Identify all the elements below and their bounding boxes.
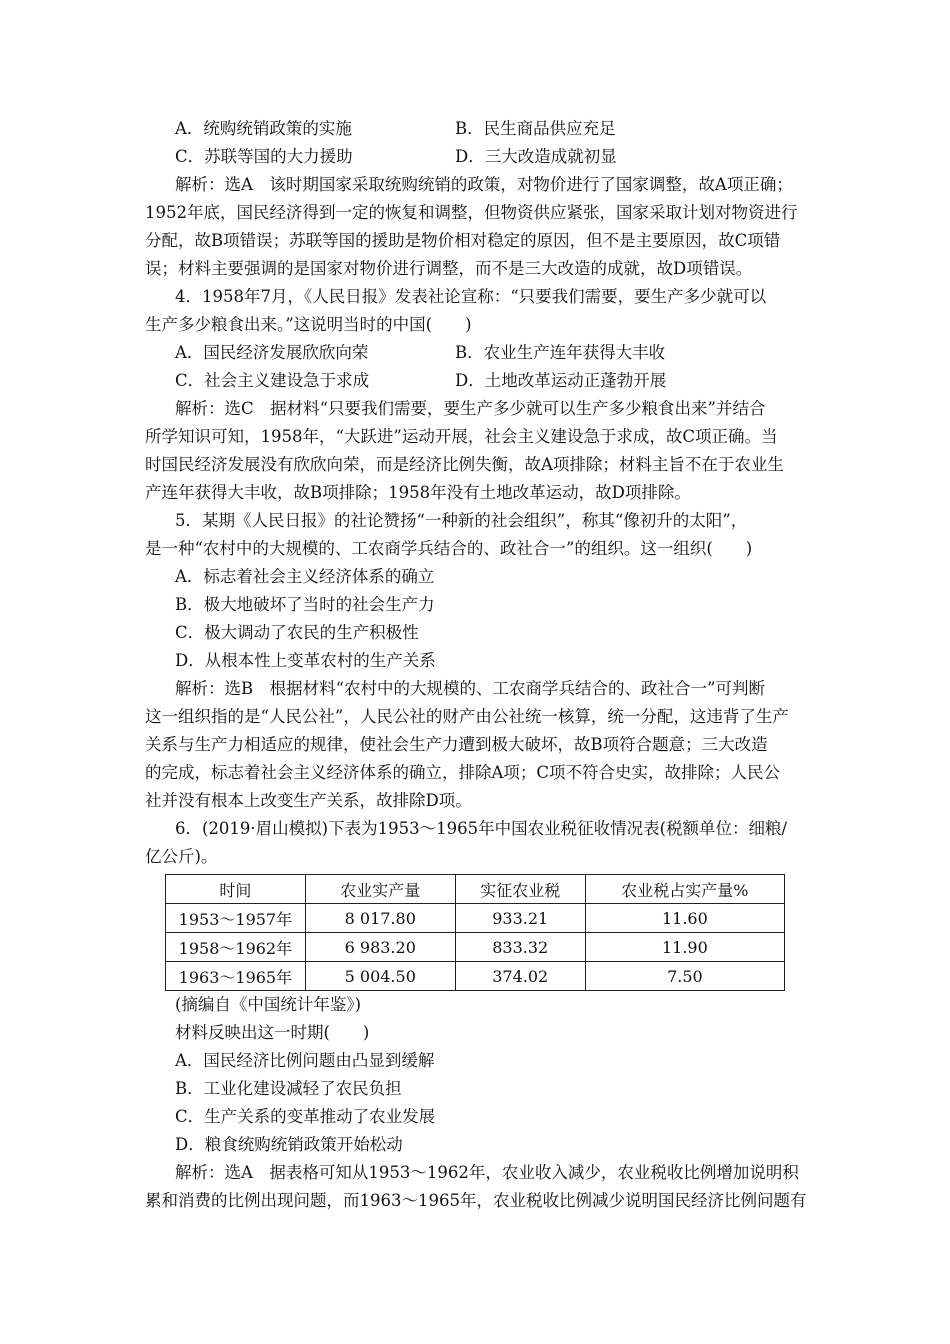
q3-option-d: D．三大改造成就初显 <box>455 147 617 166</box>
q5-analysis-line: 社并没有根本上改变生产关系，故排除D项。 <box>145 791 472 810</box>
q3-analysis-line: 分配，故B项错误；苏联等国的援助是物价相对稳定的原因，但不是主要原因，故C项错 <box>145 231 781 250</box>
q5-stem-line: 5．某期《人民日报》的社论赞扬“一种新的社会组织”，称其“像初升的太阳”， <box>175 511 748 530</box>
q5-option-c: C．极大调动了农民的生产积极性 <box>175 623 419 642</box>
table-header-cell: 农业实产量 <box>305 875 455 904</box>
table-header-cell: 时间 <box>166 875 306 904</box>
table-row <box>166 904 785 933</box>
q4-stem-line: 生产多少粮食出来。”这说明当时的中国( ) <box>145 315 472 334</box>
q5-option-d: D．从根本性上变革农村的生产关系 <box>175 651 436 670</box>
table-cell: 1963～1965年 <box>166 962 306 991</box>
q5-analysis-line: 解析：选B 根据材料“农村中的大规模的、工农商学兵结合的、政社合一”可判断 <box>175 679 765 698</box>
q4-analysis-line: 时国民经济发展没有欣欣向荣，而是经济比例失衡，故A项排除；材料主旨不在于农业生 <box>145 455 784 474</box>
q6-stem-line: 6．(2019·眉山模拟)下表为1953～1965年中国农业税征收情况表(税额单位：细粮/ <box>175 819 788 838</box>
q6-option-c: C．生产关系的变革推动了农业发展 <box>175 1107 436 1126</box>
q3-options-row-2 <box>145 143 805 171</box>
q4-option-b: B．农业生产连年获得大丰收 <box>455 343 666 362</box>
q3-option-a: A．统购统销政策的实施 <box>175 119 352 138</box>
q4-option-d: D．土地改革运动正蓬勃开展 <box>455 371 667 390</box>
q4-options-row-1 <box>145 339 805 367</box>
q4-options-row-2 <box>145 367 805 395</box>
q6-table-source: (摘编自《中国统计年鉴》) <box>175 995 362 1014</box>
agricultural-tax-table <box>165 874 785 991</box>
q6-option-d: D．粮食统购统销政策开始松动 <box>175 1135 403 1154</box>
table-cell: 5 004.50 <box>305 962 455 991</box>
table-cell: 11.90 <box>585 933 784 962</box>
q4-analysis-line: 所学知识可知，1958年，“大跃进”运动开展，社会主义建设急于求成，故C项正确。当 <box>145 427 778 446</box>
table-cell: 1953～1957年 <box>166 904 306 933</box>
table-row <box>166 962 785 991</box>
q6-option-a: A．国民经济比例问题由凸显到缓解 <box>175 1051 435 1070</box>
document-page <box>145 115 805 1215</box>
q4-stem-line: 4．1958年7月，《人民日报》发表社论宣称：“只要我们需要，要生产多少就可以 <box>175 287 767 306</box>
q3-analysis-line: 1952年底，国民经济得到一定的恢复和调整，但物资供应紧张，国家采取计划对物资进行 <box>145 203 798 222</box>
table-cell: 11.60 <box>585 904 784 933</box>
table-cell: 933.21 <box>455 904 585 933</box>
q4-analysis-line: 解析：选C 据材料“只要我们需要，要生产多少就可以生产多少粮食出来”并结合 <box>175 399 766 418</box>
q6-analysis-line: 累和消费的比例出现问题，而1963～1965年，农业税收比例减少说明国民经济比例问题有 <box>145 1191 807 1210</box>
q3-analysis-line: 误；材料主要强调的是国家对物价进行调整，而不是三大改造的成就，故D项错误。 <box>145 259 753 278</box>
q3-option-b: B．民生商品供应充足 <box>455 119 616 138</box>
q6-option-b: B．工业化建设减轻了农民负担 <box>175 1079 402 1098</box>
q3-options-row-1 <box>145 115 805 143</box>
q4-option-c: C．社会主义建设急于求成 <box>175 371 370 390</box>
table-cell: 833.32 <box>455 933 585 962</box>
table-cell: 6 983.20 <box>305 933 455 962</box>
q4-analysis-line: 产连年获得大丰收，故B项排除；1958年没有土地改革运动，故D项排除。 <box>145 483 691 502</box>
q5-analysis-line: 关系与生产力相适应的规律，使社会生产力遭到极大破坏，故B项符合题意；三大改造 <box>145 735 768 754</box>
table-cell: 374.02 <box>455 962 585 991</box>
table-cell: 1958～1962年 <box>166 933 306 962</box>
q3-analysis-line: 解析：选A 该时期国家采取统购统销的政策，对物价进行了国家调整，故A项正确； <box>175 175 793 194</box>
q6-stem-line: 亿公斤)。 <box>145 847 218 866</box>
q5-analysis-line: 这一组织指的是“人民公社”，人民公社的财产由公社统一核算，统一分配，这违背了生产 <box>145 707 789 726</box>
q4-option-a: A．国民经济发展欣欣向荣 <box>175 343 369 362</box>
table-header-cell: 实征农业税 <box>455 875 585 904</box>
q6-question: 材料反映出这一时期( ) <box>175 1023 370 1042</box>
q6-analysis-line: 解析：选A 据表格可知从1953～1962年，农业收入减少，农业税收比例增加说明积 <box>175 1163 799 1182</box>
q5-stem-line: 是一种“农村中的大规模的、工农商学兵结合的、政社合一”的组织。这一组织( ) <box>145 539 753 558</box>
q5-option-b: B．极大地破坏了当时的社会生产力 <box>175 595 435 614</box>
table-row <box>166 933 785 962</box>
table-header-cell: 农业税占实产量% <box>585 875 784 904</box>
table-cell: 8 017.80 <box>305 904 455 933</box>
q3-option-c: C．苏联等国的大力援助 <box>175 147 353 166</box>
table-header-row <box>166 875 785 904</box>
q5-analysis-line: 的完成，标志着社会主义经济体系的确立，排除A项；C项不符合史实，故排除；人民公 <box>145 763 781 782</box>
table-cell: 7.50 <box>585 962 784 991</box>
q5-option-a: A．标志着社会主义经济体系的确立 <box>175 567 435 586</box>
